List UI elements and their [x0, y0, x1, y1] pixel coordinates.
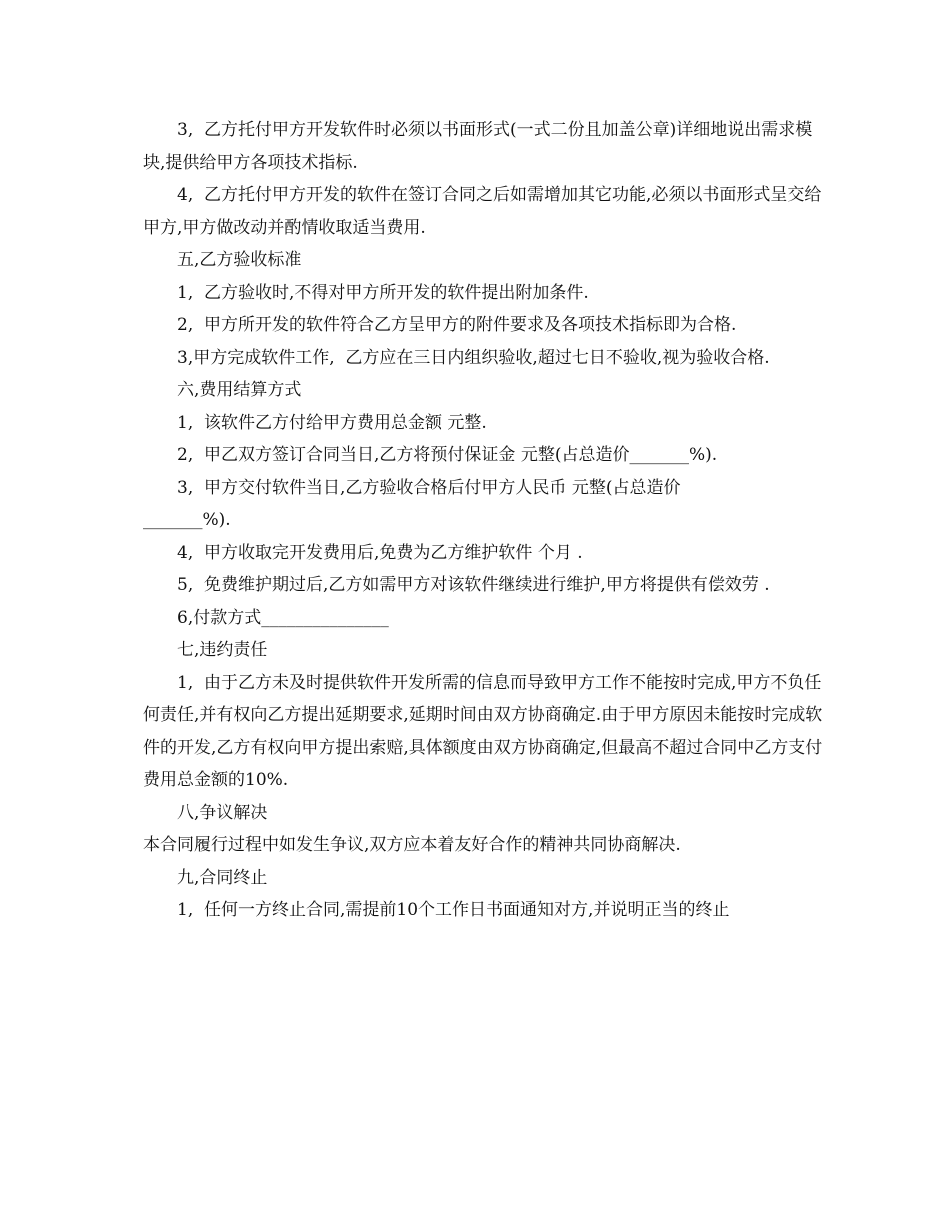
paragraph-acceptance-1: 1, 乙方验收时,不得对甲方所开发的软件提出附加条件.	[177, 282, 589, 303]
paragraph-settlement-5: 5, 免费维护期过后,乙方如需甲方对该软件继续进行维护,甲方将提供有偿效劳 .	[177, 575, 770, 595]
paragraph-item-4: 4, 乙方托付甲方开发的软件在签订合同之后如需增加其它功能,必须以书面形式呈交给甲方,甲方做改动并酌情收取适当费用.	[143, 185, 822, 238]
section-heading-dispute: 八,争议解决	[177, 802, 268, 823]
section-heading-settlement: 六,费用结算方式	[177, 380, 302, 400]
paragraph-settlement-1: 1, 该软件乙方付给甲方费用总金额 元整.	[177, 412, 487, 433]
paragraph-item-3: 3, 乙方托付甲方开发软件时必须以书面形式(一式二份且加盖公章)详细地说出需求模块,提供给甲方各项技术指标.	[143, 120, 813, 173]
paragraph-acceptance-2: 2, 甲方所开发的软件符合乙方呈甲方的附件要求及各项技术指标即为合格.	[177, 315, 737, 335]
paragraph-settlement-3-cont: _______%).	[143, 510, 231, 530]
section-heading-acceptance: 五,乙方验收标准	[177, 250, 302, 270]
section-heading-termination: 九,合同终止	[177, 867, 268, 888]
paragraph-dispute: 本合同履行过程中如发生争议,双方应本着友好合作的精神共同协商解决.	[143, 835, 681, 855]
paragraph-settlement-2: 2, 甲乙双方签订合同当日,乙方将预付保证金 元整(占总造价_______%).	[177, 445, 718, 465]
paragraph-settlement-4: 4, 甲方收取完开发费用后,免费为乙方维护软件 个月 .	[177, 542, 583, 563]
paragraph-termination-1: 1, 任何一方终止合同,需提前10个工作日书面通知对方,并说明正当的终止	[177, 900, 730, 920]
paragraph-liability-1: 1, 由于乙方未及时提供软件开发所需的信息而导致甲方工作不能按时完成,甲方不负任何责任,并有权向乙方提出延期要求,延期时间由双方协商确定.由于甲方原因未能按时完成软件的开发,乙方有权向甲方提出索赔,具体额度由双方协商确定,但最高不超过合同中乙方支付费用总金额的10%.	[143, 672, 823, 790]
paragraph-payment-method: 6,付款方式_______________	[177, 607, 389, 628]
section-heading-liability: 七,违约责任	[177, 640, 268, 660]
paragraph-acceptance-3: 3,甲方完成软件工作, 乙方应在三日内组织验收,超过七日不验收,视为验收合格.	[177, 347, 770, 368]
paragraph-settlement-3: 3, 甲方交付软件当日,乙方验收合格后付甲方人民币 元整(占总造价	[177, 477, 681, 498]
document-body	[143, 114, 823, 927]
